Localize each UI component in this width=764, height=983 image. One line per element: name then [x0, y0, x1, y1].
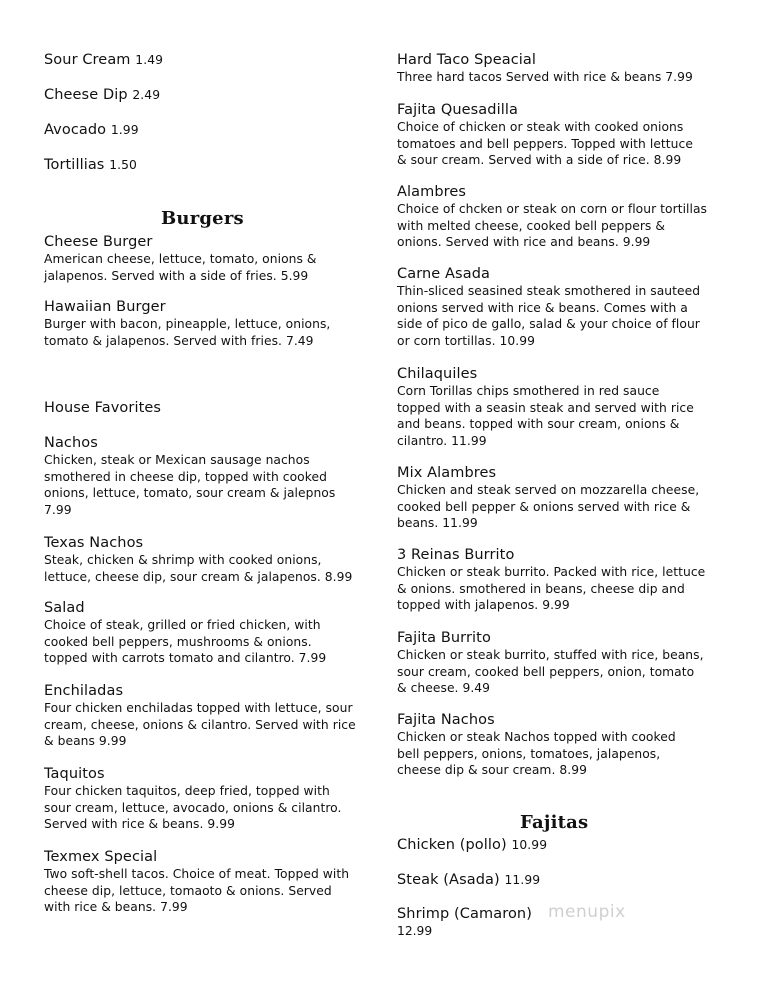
menu-item-desc — [44, 783, 341, 833]
fajita-item-shrimp — [397, 906, 532, 940]
fajita-item-price: 12.99 — [397, 924, 433, 938]
menu-item-alambres — [397, 184, 707, 251]
menu-item-desc — [397, 564, 705, 614]
side-item-name: Tortillias — [44, 157, 105, 173]
menu-item-desc — [44, 617, 326, 667]
fajitas-heading: Fajitas — [520, 812, 589, 833]
menu-item-salad — [44, 600, 326, 667]
side-item-name: Cheese Dip — [44, 87, 128, 103]
menu-item-desc — [44, 552, 352, 585]
desc-line: with rice & beans. 7.99 — [44, 900, 188, 915]
desc-line: onions served with rice & beans. Comes with a — [397, 300, 688, 315]
desc-line: Four chicken taquitos, deep fried, topped with — [44, 784, 330, 798]
menu-item-hard-taco-speacial — [397, 52, 693, 86]
desc-line: cheese dip & sour cream. 8.99 — [397, 763, 587, 778]
menu-item-enchiladas — [44, 683, 356, 750]
desc-line: & beans 9.99 — [44, 734, 127, 749]
desc-line: topped with carrots tomato and cilantro. 7.99 — [44, 651, 327, 666]
menu-item-desc — [397, 201, 707, 251]
burgers-heading: Burgers — [161, 208, 244, 229]
desc-line: or corn tortillas. 10.99 — [397, 333, 535, 348]
side-item-price: 1.50 — [109, 158, 137, 172]
desc-line: Chicken, steak or Mexican sausage nachos — [44, 453, 310, 467]
menu-item-name: Fajita Quesadilla — [397, 102, 518, 118]
fajita-item-name: Chicken (pollo) — [397, 837, 507, 853]
side-item-avocado — [44, 122, 139, 139]
desc-line: Chicken or steak burrito, stuffed with rice, beans, — [397, 648, 704, 662]
menu-item-hawaiian-burger — [44, 299, 330, 349]
menu-item-nachos — [44, 435, 335, 518]
side-item-tortillias — [44, 157, 137, 174]
desc-line: bell peppers, onions, tomatoes, jalapenos, — [397, 746, 661, 761]
menu-item-name: Texas Nachos — [44, 535, 144, 551]
menu-item-desc — [44, 452, 335, 518]
desc-line: beans. 11.99 — [397, 516, 478, 531]
fajita-item-name: Steak (Asada) — [397, 872, 500, 888]
menu-item-desc — [397, 482, 699, 532]
desc-line: tomatoes and bell peppers. Topped with lettuce — [397, 136, 693, 151]
desc-line: and beans. topped with sour cream, onions & — [397, 417, 680, 432]
side-item-price: 1.49 — [135, 53, 164, 67]
menu-item-name: Hard Taco Speacial — [397, 52, 537, 68]
side-item-sour-cream — [44, 52, 163, 69]
fajita-item-steak — [397, 872, 540, 889]
menu-item-fajita-nachos — [397, 712, 676, 779]
menu-item-3-reinas-burrito — [397, 547, 705, 614]
menu-item-texmex-special — [44, 849, 349, 916]
menu-item-carne-asada — [397, 266, 700, 349]
menu-item-desc — [397, 119, 693, 169]
menu-item-name: Cheese Burger — [44, 234, 153, 250]
menu-item-name: Enchiladas — [44, 683, 124, 699]
menu-item-name: Carne Asada — [397, 266, 490, 282]
fajita-item-price: 11.99 — [504, 873, 541, 887]
side-item-price: 1.99 — [110, 123, 139, 137]
desc-line: Choice of chicken or steak with cooked onions — [397, 120, 684, 134]
menu-item-desc — [44, 316, 330, 349]
menu-item-name: Hawaiian Burger — [44, 299, 166, 315]
menu-item-mix-alambres — [397, 465, 699, 532]
desc-line: Chicken and steak served on mozzarella cheese, — [397, 483, 700, 497]
desc-line: American cheese, lettuce, tomato, onions & — [44, 252, 317, 266]
desc-line: Served with rice & beans. 9.99 — [44, 817, 235, 832]
menu-item-desc — [397, 729, 676, 779]
desc-line: Chicken or steak Nachos topped with cooked — [397, 730, 676, 744]
menu-item-name: Fajita Nachos — [397, 712, 495, 728]
desc-line: cheese dip, lettuce, tomaoto & onions. Served — [44, 883, 332, 898]
desc-line: Choice of steak, grilled or fried chicken, with — [44, 618, 321, 632]
fajita-item-name: Shrimp (Camaron) — [397, 906, 532, 922]
desc-line: Four chicken enchiladas topped with lettuce, sour — [44, 701, 353, 715]
desc-line: Two soft-shell tacos. Choice of meat. Topped with — [44, 867, 350, 881]
menu-item-name: Mix Alambres — [397, 465, 497, 481]
menu-item-desc — [44, 866, 349, 916]
menu-item-desc — [44, 700, 356, 750]
desc-line: cooked bell pepper & onions served with rice & — [397, 499, 691, 514]
menu-item-name: Alambres — [397, 184, 467, 200]
desc-line: side of pico de gallo, salad & your choice of flour — [397, 317, 700, 332]
desc-line: & cheese. 9.49 — [397, 681, 491, 696]
desc-line: cilantro. 11.99 — [397, 433, 487, 448]
menu-item-desc — [44, 251, 317, 284]
desc-line: topped with a seasin steak and served with rice — [397, 400, 694, 415]
menu-item-desc — [397, 69, 693, 86]
desc-line: Choice of chcken or steak on corn or flour tortillas — [397, 202, 708, 216]
menu-item-desc — [397, 283, 700, 349]
menu-item-name: Salad — [44, 600, 85, 616]
desc-line: Burger with bacon, pineapple, lettuce, onions, — [44, 317, 331, 331]
menu-item-cheese-burger — [44, 234, 317, 284]
menu-item-taquitos — [44, 766, 341, 833]
desc-line: sour cream, lettuce, avocado, onions & cilantro. — [44, 800, 342, 815]
menu-item-fajita-quesadilla — [397, 102, 693, 169]
desc-line: cream, cheese, onions & cilantro. Served with rice — [44, 717, 356, 732]
desc-line: onions. Served with rice and beans. 9.99 — [397, 235, 651, 250]
desc-line: tomato & jalapenos. Served with fries. 7.49 — [44, 333, 314, 348]
menu-item-desc — [397, 647, 704, 697]
menu-item-texas-nachos — [44, 535, 352, 585]
menupix-watermark: menupix — [548, 902, 626, 922]
desc-line: with melted cheese, cooked bell peppers & — [397, 218, 665, 233]
desc-line: topped with jalapenos. 9.99 — [397, 598, 570, 613]
desc-line: & sour cream. Served with a side of rice. 8.99 — [397, 153, 682, 168]
menu-item-chilaquiles — [397, 366, 694, 449]
fajita-item-chicken — [397, 837, 547, 854]
menu-item-name: Fajita Burrito — [397, 630, 491, 646]
side-item-cheese-dip — [44, 87, 160, 104]
desc-line: jalapenos. Served with a side of fries. 5.99 — [44, 268, 309, 283]
desc-line: onions, lettuce, tomato, sour cream & jalepnos — [44, 486, 336, 501]
menu-item-name: Texmex Special — [44, 849, 158, 865]
side-item-name: Avocado — [44, 122, 107, 138]
side-item-name: Sour Cream — [44, 52, 131, 68]
menu-item-name: Chilaquiles — [397, 366, 478, 382]
menu-item-desc — [397, 383, 694, 449]
desc-line: smothered in cheese dip, topped with cooked — [44, 469, 327, 484]
house-favorites-label: House Favorites — [44, 400, 162, 416]
menu-item-fajita-burrito — [397, 630, 704, 697]
desc-line: Steak, chicken & shrimp with cooked onions, — [44, 553, 322, 567]
desc-line: & onions. smothered in beans, cheese dip and — [397, 581, 685, 596]
side-item-price: 2.49 — [132, 88, 161, 102]
desc-line: 7.99 — [44, 502, 72, 517]
menu-item-name: Nachos — [44, 435, 98, 451]
desc-line: Chicken or steak burrito. Packed with rice, lettuce — [397, 565, 706, 579]
fajita-item-price: 10.99 — [511, 838, 548, 852]
desc-line: Thin-sliced seasined steak smothered in sauteed — [397, 284, 701, 298]
menu-item-name: Taquitos — [44, 766, 105, 782]
desc-line: lettuce, cheese dip, sour cream & jalapenos. 8.99 — [44, 569, 353, 584]
menu-item-name: 3 Reinas Burrito — [397, 547, 515, 563]
desc-line: Three hard tacos Served with rice & beans 7.99 — [397, 70, 693, 84]
desc-line: Corn Torillas chips smothered in red sauce — [397, 384, 660, 398]
desc-line: sour cream, cooked bell peppers, onion, tomato — [397, 664, 695, 679]
desc-line: cooked bell peppers, mushrooms & onions. — [44, 634, 312, 649]
